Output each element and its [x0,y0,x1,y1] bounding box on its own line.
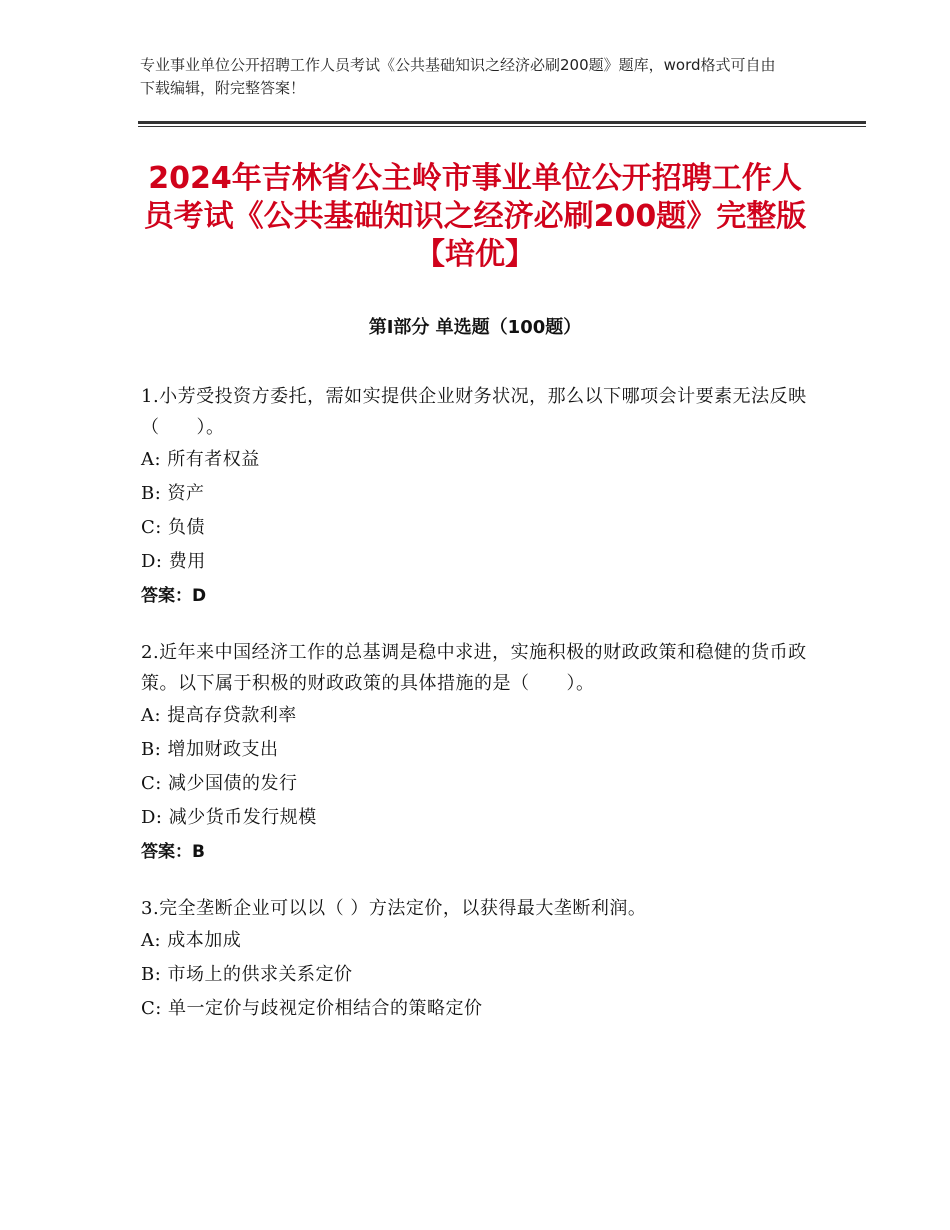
header-rule-thick [138,121,866,124]
question-stem: 1.小芳受投资方委托，需如实提供企业财务状况，那么以下哪项会计要素无法反映（ ）。 [141,386,807,438]
question-2 [141,637,811,869]
option-a: A: 提高存贷款利率 [141,705,297,726]
question-stem: 2.近年来中国经济工作的总基调是稳中求进，实施积极的财政政策和稳健的货币政策。以下属于积极的财政政策的具体措施的是（ ）。 [141,642,807,694]
answer: 答案：B [141,842,205,862]
option-a: A: 成本加成 [141,930,242,951]
option-d: D: 费用 [141,551,206,572]
answer: 答案：D [141,586,207,606]
header-note: 专业事业单位公开招聘工作人员考试《公共基础知识之经济必刷200题》题库，word格式可自由下载编辑，附完整答案！ [140,56,776,97]
question-stem: 3.完全垄断企业可以以（ ）方法定价，以获得最大垄断利润。 [141,898,647,919]
header-rule-thin [138,126,866,127]
option-b: B: 资产 [141,483,205,504]
question-list [141,381,811,1050]
option-d: D: 减少货币发行规模 [141,807,317,828]
option-c: C: 单一定价与歧视定价相结合的策略定价 [141,998,483,1019]
option-c: C: 减少国债的发行 [141,773,298,794]
question-1 [141,381,811,613]
option-b: B: 市场上的供求关系定价 [141,964,353,985]
question-3 [141,893,811,1026]
document-title: 2024年吉林省公主岭市事业单位公开招聘工作人员考试《公共基础知识之经济必刷200题》完整版【培优】 [143,161,807,272]
section-title: 第I部分 单选题（100题） [368,317,582,338]
option-c: C: 负债 [141,517,206,538]
option-a: A: 所有者权益 [141,449,260,470]
option-b: B: 增加财政支出 [141,739,279,760]
